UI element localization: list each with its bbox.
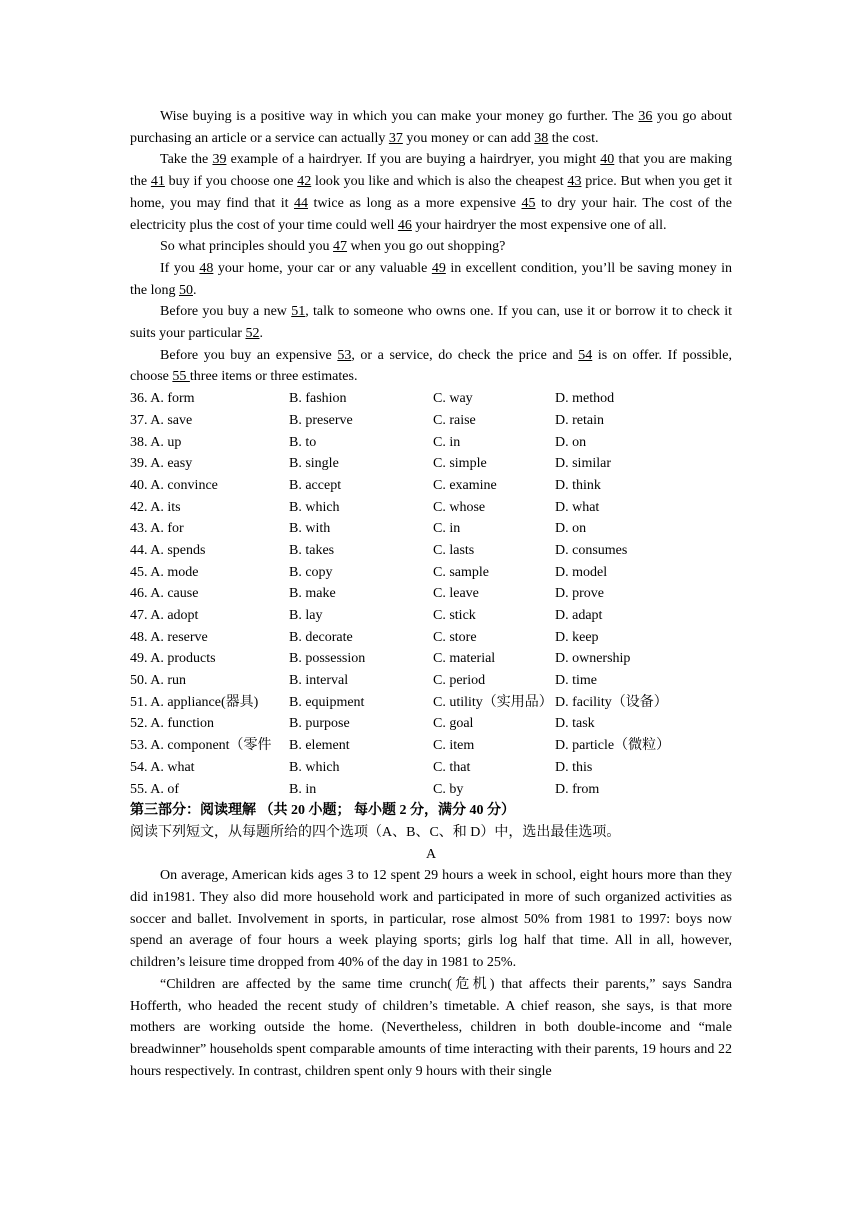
option-row <box>130 475 732 497</box>
option-d: D. model <box>555 564 608 580</box>
blank-number: 37 <box>388 130 403 146</box>
option-a: 54. A. what <box>130 759 195 775</box>
option-b: B. preserve <box>289 412 353 428</box>
option-a: 36. A. form <box>130 391 195 407</box>
section-heading: 第三部分：阅读理解 （共 20 小题； 每小题 2 分，满分 40 分） <box>130 803 515 819</box>
option-row <box>130 388 732 410</box>
option-b: B. single <box>289 456 339 472</box>
option-c: C. utility（实用品） <box>433 694 553 710</box>
option-row <box>130 648 732 670</box>
option-c: C. goal <box>433 716 474 732</box>
blank-number: 36 <box>638 109 653 124</box>
option-b: B. decorate <box>289 629 353 645</box>
option-a: 52. A. function <box>130 716 214 732</box>
document-page <box>130 106 732 1082</box>
reading-paragraph: “Children are affected by the same time crunch(危机) that affects their parents,” says Sandra Hofferth, who headed the recent study of children’s timetable. A chief reason, she says, is that more mothers are working outside the home. (Nevertheless, children in both double-income and “male breadwinner” households spent comparable amounts of time interacting with their parents, 19 hours and 22 hours respectively. In contrast, children spent only 9 hours with their single <box>130 976 732 1079</box>
option-d: D. consumes <box>555 542 628 558</box>
option-b: B. equipment <box>289 694 365 710</box>
blank-number: 40 <box>600 152 615 168</box>
option-row <box>130 713 732 735</box>
option-d: D. on <box>555 521 587 537</box>
option-a: 47. A. adopt <box>130 608 199 624</box>
option-a: 53. A. component（零件 <box>130 738 272 754</box>
option-row <box>130 540 732 562</box>
option-a: 50. A. run <box>130 673 186 689</box>
option-a: 48. A. reserve <box>130 629 208 645</box>
option-b: B. takes <box>289 542 335 558</box>
option-d: D. on <box>555 434 587 450</box>
blank-number: 46 <box>397 217 412 233</box>
blank-number: 52 <box>245 326 260 342</box>
cloze-paragraph: Take the 39 example of a hairdryer. If you are buying a hairdryer, you might 40 that you are making the 41 buy if you choose one 42 look you like and which is also the cheapest 43 price. But when you get it home, you may find that it 44 twice as long as a more expensive 45 to dry your hair. The cost of the electricity plus the cost of your time could well 46 your hairdryer the most expensive one of all. <box>130 152 732 233</box>
option-b: B. in <box>289 781 317 797</box>
option-a: 42. A. its <box>130 499 181 515</box>
blank-number: 53 <box>337 347 352 363</box>
blank-number: 47 <box>333 239 348 255</box>
option-c: C. period <box>433 673 486 689</box>
option-c: C. in <box>433 434 461 450</box>
option-c: C. way <box>433 391 473 407</box>
option-b: B. copy <box>289 564 333 580</box>
option-d: D. particle（微粒） <box>555 738 671 754</box>
option-row <box>130 735 732 757</box>
option-b: B. element <box>289 738 350 754</box>
option-c: C. examine <box>433 477 497 493</box>
option-row <box>130 453 732 475</box>
option-c: C. sample <box>433 564 489 580</box>
option-a: 46. A. cause <box>130 586 199 602</box>
option-d: D. facility（设备） <box>555 694 668 710</box>
option-b: B. purpose <box>289 716 350 732</box>
blank-number: 55 <box>172 369 190 385</box>
option-c: C. by <box>433 781 464 797</box>
option-b: B. make <box>289 586 336 602</box>
blank-number: 42 <box>297 174 312 190</box>
option-b: B. which <box>289 759 340 775</box>
blank-number: 38 <box>534 130 549 146</box>
option-d: D. prove <box>555 586 604 602</box>
option-b: B. to <box>289 434 317 450</box>
option-b: B. possession <box>289 651 366 667</box>
option-c: C. in <box>433 521 461 537</box>
option-b: B. accept <box>289 477 342 493</box>
option-d: D. what <box>555 499 600 515</box>
cloze-paragraph: So what principles should you 47 when you go out shopping? <box>160 239 506 255</box>
option-d: D. think <box>555 477 601 493</box>
option-b: B. fashion <box>289 391 347 407</box>
option-c: C. stick <box>433 608 476 624</box>
option-c: C. leave <box>433 586 479 602</box>
cloze-paragraph: Before you buy a new 51, talk to someone who owns one. If you can, use it or borrow it to check it suits your particular 52. <box>130 304 732 342</box>
option-d: D. similar <box>555 456 611 472</box>
option-d: D. time <box>555 673 597 689</box>
blank-number: 50 <box>179 282 193 298</box>
blank-number: 51 <box>291 304 306 320</box>
option-d: D. adapt <box>555 608 603 624</box>
reading-passage <box>130 865 732 1082</box>
option-c: C. lasts <box>433 542 475 558</box>
option-row <box>130 605 732 627</box>
option-c: C. whose <box>433 499 486 515</box>
blank-number: 39 <box>212 152 227 168</box>
option-row <box>130 779 732 801</box>
option-row <box>130 562 732 584</box>
option-a: 49. A. products <box>130 651 216 667</box>
cloze-paragraph: Before you buy an expensive 53, or a service, do check the price and 54 is on offer. If possible, choose 55 three items or three estimates. <box>130 347 732 385</box>
option-a: 44. A. spends <box>130 542 206 558</box>
option-b: B. which <box>289 499 340 515</box>
option-a: 43. A. for <box>130 521 184 537</box>
option-row <box>130 757 732 779</box>
option-a: 55. A. of <box>130 781 179 797</box>
option-a: 39. A. easy <box>130 456 193 472</box>
option-a: 38. A. up <box>130 434 182 450</box>
option-c: C. that <box>433 759 471 775</box>
option-row <box>130 497 732 519</box>
option-c: C. simple <box>433 456 487 472</box>
option-c: C. material <box>433 651 496 667</box>
cloze-paragraph: If you 48 your home, your car or any valuable 49 in excellent condition, you’ll be saving money in the long 50. <box>130 260 732 298</box>
option-c: C. raise <box>433 412 476 428</box>
cloze-paragraph: Wise buying is a positive way in which you can make your money go further. The 36 you go about purchasing an article or a service can actually 37 you money or can add 38 the cost. <box>130 109 733 146</box>
option-row <box>130 518 732 540</box>
option-d: D. ownership <box>555 651 631 667</box>
blank-number: 49 <box>431 260 446 276</box>
blank-number: 54 <box>578 347 593 363</box>
reading-paragraph: On average, American kids ages 3 to 12 spent 29 hours a week in school, eight hours more than they did in1981. They also did more household work and participated in more of such organized activities as soccer and ballet. Involvement in sports, in particular, rose almost 50% from 1981 to 1997: boys now spend an average of four hours a week playing sports; girls log half that time. All in all, however, children’s leisure time dropped from 40% of the day in 1981 to 25%. <box>130 868 732 971</box>
cloze-passage <box>130 106 732 388</box>
option-row <box>130 583 732 605</box>
option-row <box>130 627 732 649</box>
option-d: D. this <box>555 759 593 775</box>
option-d: D. retain <box>555 412 604 428</box>
option-d: D. task <box>555 716 595 732</box>
option-b: B. lay <box>289 608 323 624</box>
blank-number: 41 <box>150 174 165 190</box>
option-row <box>130 432 732 454</box>
option-c: C. item <box>433 738 475 754</box>
passage-label: A <box>425 846 437 862</box>
option-row <box>130 410 732 432</box>
blank-number: 44 <box>294 195 309 211</box>
option-row <box>130 670 732 692</box>
blank-number: 48 <box>199 260 214 276</box>
option-c: C. store <box>433 629 477 645</box>
blank-number: 43 <box>567 174 582 190</box>
section-instruction: 阅读下列短文，从每题所给的四个选项（A、B、C、和 D）中，选出最佳选项。 <box>130 824 621 840</box>
option-d: D. from <box>555 781 600 797</box>
option-a: 45. A. mode <box>130 564 199 580</box>
option-d: D. method <box>555 391 615 407</box>
option-row <box>130 692 732 714</box>
option-a: 51. A. appliance(器具) <box>130 694 259 710</box>
option-a: 37. A. save <box>130 412 193 428</box>
option-b: B. with <box>289 521 331 537</box>
options-list <box>130 388 732 800</box>
option-d: D. keep <box>555 629 599 645</box>
option-b: B. interval <box>289 673 349 689</box>
option-a: 40. A. convince <box>130 477 218 493</box>
blank-number: 45 <box>521 195 536 211</box>
